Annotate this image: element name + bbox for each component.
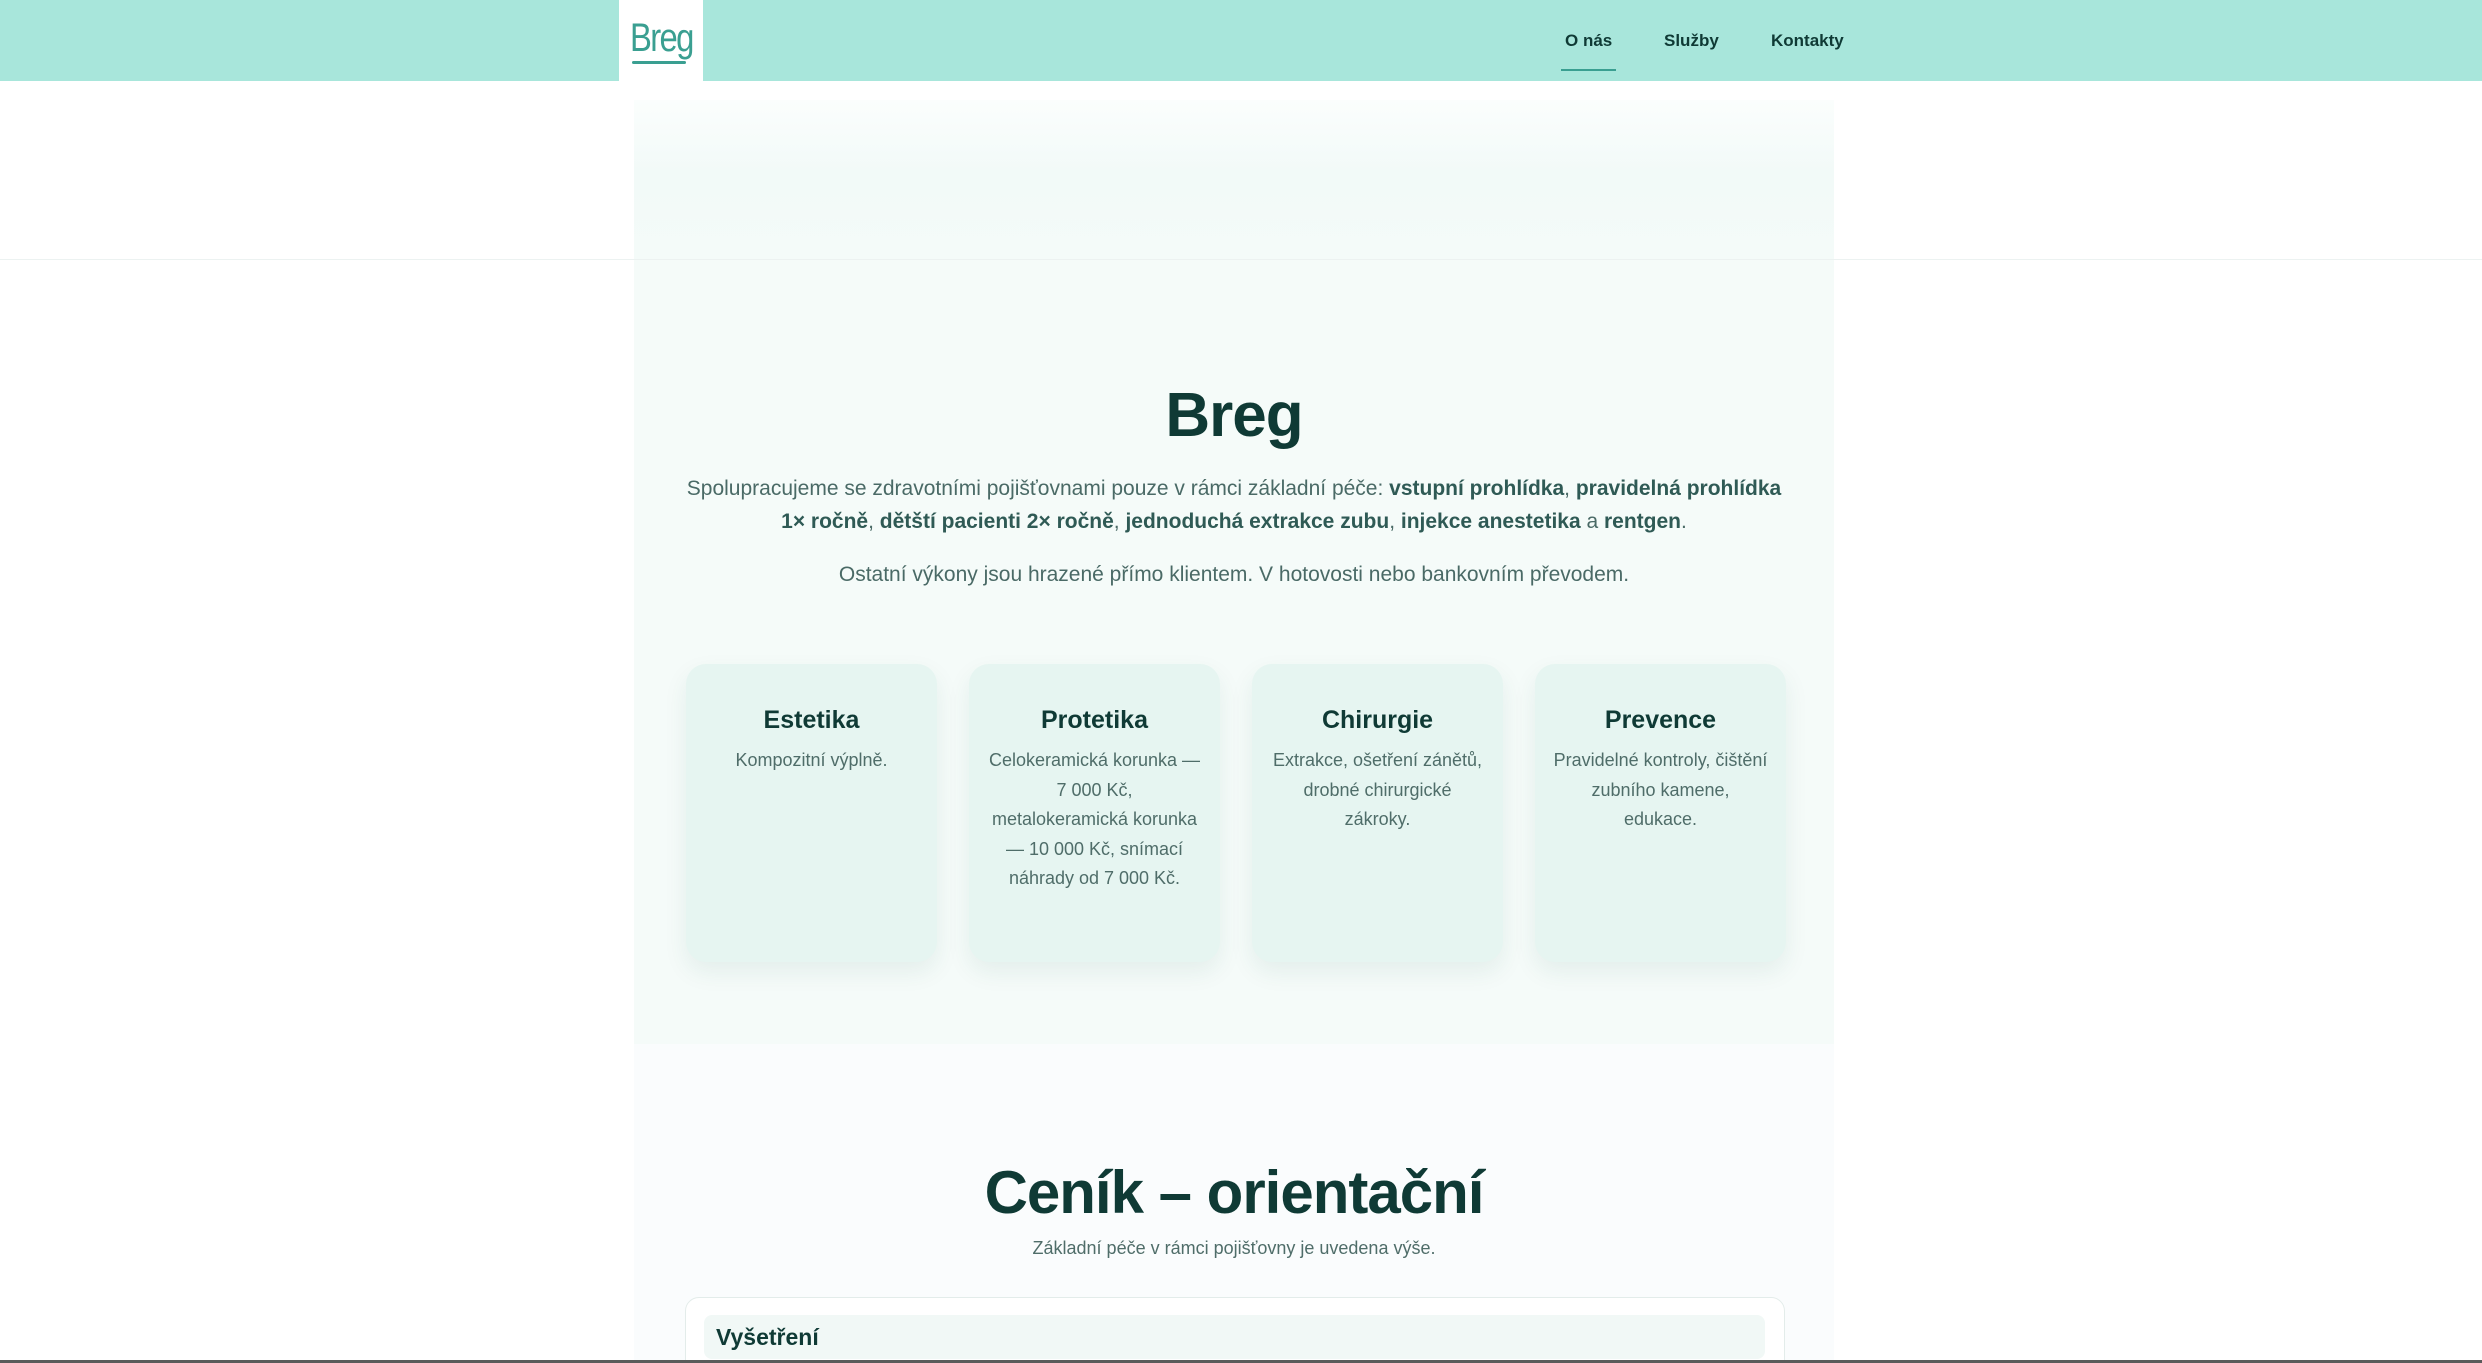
intro-bold-extrakce: jednoduchá extrakce zubu <box>1125 510 1390 533</box>
intro-prefix: Spolupracujeme se zdravotními pojišťovnami pouze v rámci základní péče: <box>686 477 1390 500</box>
intro-bold-injekce: injekce anestetika <box>1400 510 1581 533</box>
nav-item-kontakty[interactable]: Kontakty <box>1771 30 1844 50</box>
nav-item-sluzby[interactable]: Služby <box>1664 30 1719 50</box>
about-intro <box>680 472 1788 538</box>
service-card-title: Prevence <box>1604 706 1717 734</box>
intro-separator: , <box>868 510 880 533</box>
intro-bold-detsti: dětští pacienti 2× ročně <box>879 510 1114 533</box>
logo-underline <box>632 61 686 64</box>
service-card-prevence <box>1535 664 1786 962</box>
service-card-text: Kompozitní výplně. <box>735 750 888 770</box>
logo-text: Breg <box>630 15 693 60</box>
intro-separator: , <box>1389 510 1401 533</box>
service-card-chirurgie <box>1252 664 1503 962</box>
hero-banner <box>634 100 1834 260</box>
pricing-subtitle: Základní péče v rámci pojišťovny je uvedena výše. <box>1032 1238 1436 1258</box>
service-card-text: Extrakce, ošetření zánětů, drobné chirurgické zákroky. <box>1272 750 1483 829</box>
about-payment-note: Ostatní výkony jsou hrazené přímo klientem. V hotovosti nebo bankovním převodem. <box>838 563 1630 586</box>
price-table-group-heading: Vyšetření <box>704 1315 1765 1359</box>
service-card-estetika <box>686 664 937 962</box>
service-card-title: Chirurgie <box>1321 706 1434 734</box>
service-card-title: Estetika <box>763 706 860 734</box>
intro-separator: , <box>1113 510 1126 533</box>
intro-separator: a <box>1580 510 1604 533</box>
service-card-protetika <box>969 664 1220 962</box>
service-card-text: Pravidelné kontroly, čištění zubního kamene, edukace. <box>1553 750 1768 829</box>
about-title: Breg <box>1165 381 1303 450</box>
service-card-title: Protetika <box>1041 706 1148 734</box>
service-card-text: Celokeramická korunka — 7 000 Kč, metalokeramická korunka — 10 000 Kč, snímací náhrady od 7 000 Kč. <box>988 750 1201 888</box>
logo-mark <box>630 15 693 64</box>
intro-bold-rentgen: rentgen <box>1604 510 1682 533</box>
intro-end: . <box>1681 510 1687 533</box>
nav-item-o-nas[interactable]: O nás <box>1565 0 1612 81</box>
site-header <box>0 0 2482 81</box>
pricing-title: Ceník – orientační <box>984 1159 1484 1226</box>
logo[interactable] <box>619 0 703 81</box>
intro-separator: , <box>1564 477 1576 500</box>
intro-bold-pravidelna: pravidelná prohlídka 1× ročně <box>781 477 1782 533</box>
intro-bold-vstupni: vstupní prohlídka <box>1389 477 1565 500</box>
